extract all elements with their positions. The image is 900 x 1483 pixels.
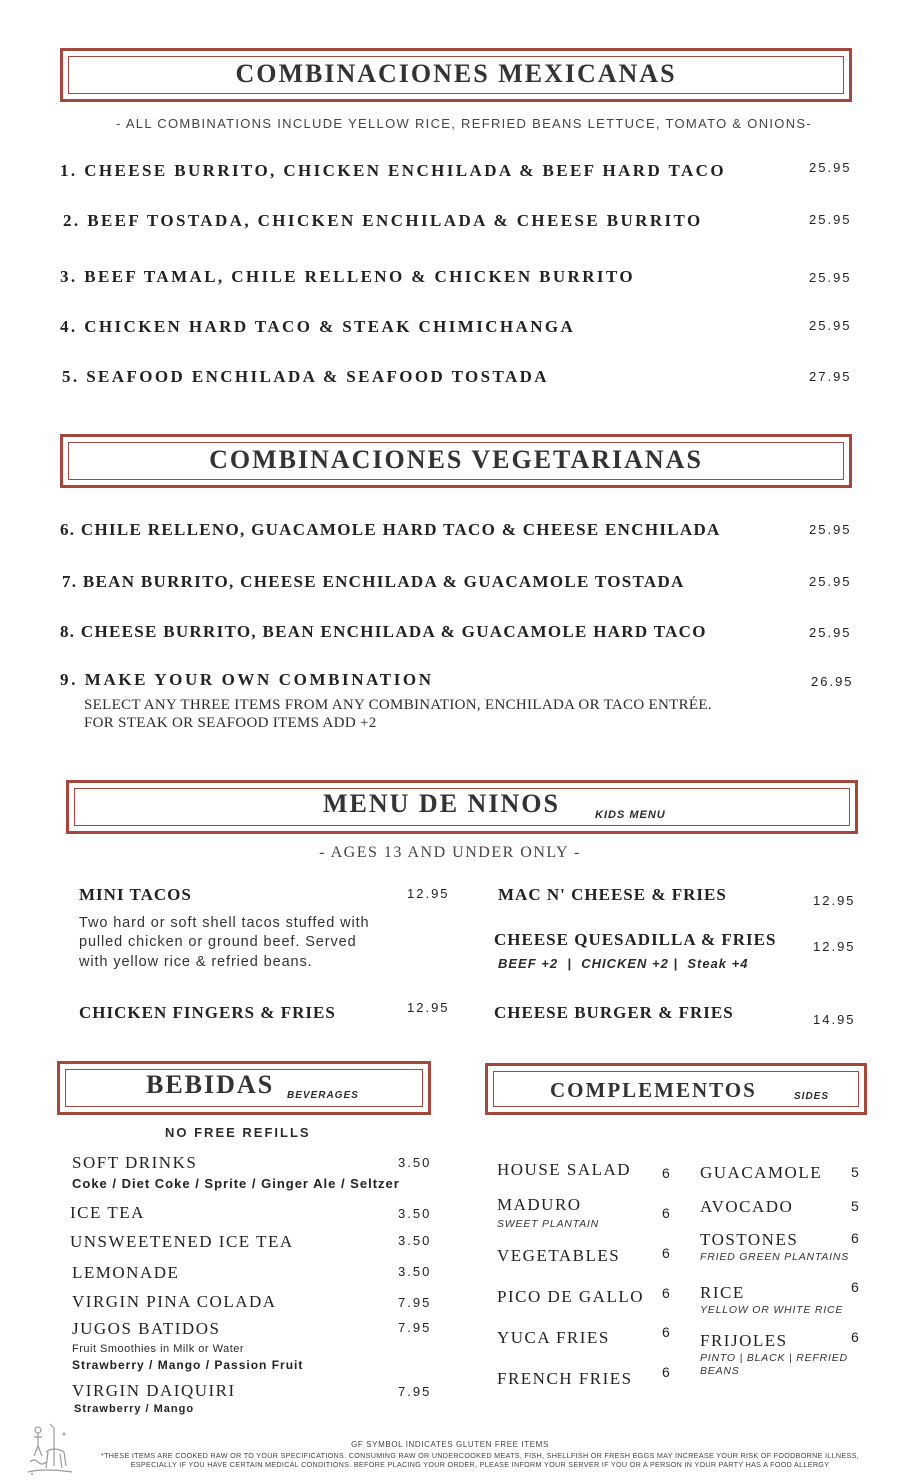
menu-price-4: 25.95 — [809, 318, 852, 333]
menu-item-9: 9. MAKE YOUR OWN COMBINATION — [60, 670, 434, 689]
kids-mini-tacos-desc-3: with yellow rice & refried beans. — [79, 954, 313, 970]
side-house-salad-price: 6 — [662, 1165, 670, 1181]
drink-ice-tea: ICE TEA — [70, 1203, 145, 1222]
drink-soft-drinks: SOFT DRINKS — [72, 1153, 198, 1172]
kids-mac-cheese: MAC N' CHEESE & FRIES — [498, 885, 727, 904]
drink-jugos-batidos-desc: Fruit Smoothies in Milk or Water — [72, 1343, 245, 1355]
mexicanas-title: COMBINACIONES MEXICANAS — [235, 59, 677, 88]
vegetarianas-banner — [60, 434, 852, 488]
side-guacamole-price: 5 — [851, 1164, 859, 1180]
side-vegetables: VEGETABLES — [497, 1246, 621, 1265]
side-french-fries-price: 6 — [662, 1364, 670, 1380]
side-frijoles: FRIJOLES — [700, 1331, 788, 1350]
kids-quesadilla-price: 12.95 — [813, 939, 856, 954]
drink-pina-colada-price: 7.95 — [398, 1295, 432, 1310]
drink-jugos-batidos: JUGOS BATIDOS — [72, 1319, 221, 1338]
side-tostones: TOSTONES — [700, 1230, 799, 1249]
make-own-desc-2: FOR STEAK OR SEAFOOD ITEMS ADD +2 — [84, 715, 377, 731]
drink-soft-drinks-options: Coke / Diet Coke / Sprite / Ginger Ale / Seltzer — [72, 1176, 400, 1191]
side-frijoles-note: PINTO | BLACK | REFRIED — [700, 1352, 848, 1364]
bebidas-banner — [57, 1061, 431, 1115]
mexicanas-banner — [60, 48, 852, 102]
drink-virgin-daiquiri: VIRGIN DAIQUIRI — [72, 1381, 236, 1400]
side-guacamole: GUACAMOLE — [700, 1163, 823, 1182]
side-french-fries: FRENCH FRIES — [497, 1369, 633, 1388]
side-maduro-price: 6 — [662, 1205, 670, 1221]
menu-price-8: 25.95 — [809, 625, 852, 640]
kids-mini-tacos-desc-2: pulled chicken or ground beef. Served — [79, 934, 357, 950]
menu-item-8: 8. CHEESE BURRITO, BEAN ENCHILADA & GUACAMOLE HARD TACO — [60, 622, 707, 641]
side-frijoles-note-2: BEANS — [700, 1365, 740, 1377]
food-warning-1: *THESE ITEMS ARE COOKED RAW OR TO YOUR SPECIFICATIONS. CONSUMING RAW OR UNDERCOOKED MEATS, FISH, SHELLFISH OR FRESH EGGS MAY INCREASE YOUR RISK OF FOODBORNE ILLNESS, — [101, 1451, 859, 1460]
ninos-subtitle: KIDS MENU — [595, 809, 666, 821]
side-avocado: AVOCADO — [700, 1197, 794, 1216]
gf-note: GF SYMBOL INDICATES GLUTEN FREE ITEMS — [351, 1440, 549, 1449]
kids-mini-tacos: MINI TACOS — [79, 885, 192, 904]
kids-quesadilla-addons: BEEF +2 | CHICKEN +2 | Steak +4 — [498, 956, 749, 971]
ninos-banner — [66, 780, 858, 834]
side-vegetables-price: 6 — [662, 1245, 670, 1261]
side-rice: RICE — [700, 1283, 745, 1302]
side-tostones-note: FRIED GREEN PLANTAINS — [700, 1251, 850, 1263]
menu-price-2: 25.95 — [809, 212, 852, 227]
menu-price-5: 27.95 — [809, 369, 852, 384]
menu-item-5: 5. SEAFOOD ENCHILADA & SEAFOOD TOSTADA — [62, 367, 549, 386]
no-free-refills: NO FREE REFILLS — [165, 1125, 311, 1140]
menu-item-2: 2. BEEF TOSTADA, CHICKEN ENCHILADA & CHEESE BURRITO — [63, 211, 703, 230]
side-rice-price: 6 — [851, 1279, 859, 1295]
kids-chicken-fingers: CHICKEN FINGERS & FRIES — [79, 1003, 336, 1022]
kids-quesadilla: CHEESE QUESADILLA & FRIES — [494, 930, 777, 949]
side-tostones-price: 6 — [851, 1230, 859, 1246]
side-avocado-price: 5 — [851, 1198, 859, 1214]
kids-mini-tacos-price: 12.95 — [407, 886, 450, 901]
drink-virgin-daiquiri-options: Strawberry / Mango — [74, 1403, 195, 1415]
menu-item-6: 6. CHILE RELLENO, GUACAMOLE HARD TACO & CHEESE ENCHILADA — [60, 520, 721, 539]
vegetarianas-title: COMBINACIONES VEGETARIANAS — [209, 445, 703, 474]
drink-pina-colada: VIRGIN PINA COLADA — [72, 1292, 277, 1311]
drink-lemonade-price: 3.50 — [398, 1264, 432, 1279]
side-frijoles-price: 6 — [851, 1329, 859, 1345]
side-pico-de-gallo: PICO DE GALLO — [497, 1287, 644, 1306]
menu-item-4: 4. CHICKEN HARD TACO & STEAK CHIMICHANGA — [60, 317, 576, 336]
mexicanas-note: - ALL COMBINATIONS INCLUDE YELLOW RICE, REFRIED BEANS LETTUCE, TOMATO & ONIONS- — [116, 116, 812, 131]
kids-burger-price: 14.95 — [813, 1012, 856, 1027]
drink-lemonade: LEMONADE — [72, 1263, 180, 1282]
drink-unsweetened-tea-price: 3.50 — [398, 1233, 432, 1248]
complementos-subtitle: SIDES — [794, 1091, 830, 1102]
side-pico-de-gallo-price: 6 — [662, 1285, 670, 1301]
side-maduro: MADURO — [497, 1195, 582, 1214]
complementos-title: COMPLEMENTOS — [550, 1078, 757, 1102]
bebidas-title: BEBIDAS — [146, 1070, 275, 1099]
food-warning-2: ESPECIALLY IF YOU HAVE CERTAIN MEDICAL CONDITIONS. BEFORE PLACING YOUR ORDER, PLEASE INFORM YOUR SERVER IF YOU OR A PERSON IN YOUR PARTY HAS A FOOD ALLERGY — [130, 1460, 830, 1469]
kids-mini-tacos-desc-1: Two hard or soft shell tacos stuffed with — [79, 915, 370, 931]
drink-soft-drinks-price: 3.50 — [398, 1155, 432, 1170]
menu-price-1: 25.95 — [809, 160, 852, 175]
menu-price-3: 25.95 — [809, 270, 852, 285]
menu-item-3: 3. BEEF TAMAL, CHILE RELLENO & CHICKEN BURRITO — [60, 267, 635, 286]
make-own-desc-1: SELECT ANY THREE ITEMS FROM ANY COMBINATION, ENCHILADA OR TACO ENTRÉE. — [84, 697, 712, 713]
don-quixote-logo-icon — [24, 1422, 76, 1478]
kids-chicken-fingers-price: 12.95 — [407, 1000, 450, 1015]
complementos-banner — [485, 1063, 867, 1115]
ninos-note: - AGES 13 AND UNDER ONLY - — [319, 844, 581, 861]
side-maduro-note: SWEET PLANTAIN — [497, 1218, 600, 1230]
side-yuca-fries: YUCA FRIES — [497, 1328, 610, 1347]
menu-item-1: 1. CHEESE BURRITO, CHICKEN ENCHILADA & BEEF HARD TACO — [60, 161, 726, 180]
drink-virgin-daiquiri-price: 7.95 — [398, 1384, 432, 1399]
side-rice-note: YELLOW OR WHITE RICE — [700, 1304, 844, 1316]
side-yuca-fries-price: 6 — [662, 1324, 670, 1340]
drink-unsweetened-tea: UNSWEETENED ICE TEA — [70, 1232, 294, 1251]
kids-mac-cheese-price: 12.95 — [813, 893, 856, 908]
menu-price-7: 25.95 — [809, 574, 852, 589]
drink-jugos-batidos-price: 7.95 — [398, 1320, 432, 1335]
menu-price-6: 25.95 — [809, 522, 852, 537]
menu-price-9: 26.95 — [811, 674, 854, 689]
drink-jugos-batidos-options: Strawberry / Mango / Passion Fruit — [72, 1358, 304, 1372]
drink-ice-tea-price: 3.50 — [398, 1206, 432, 1221]
ninos-title: MENU DE NINOS — [323, 789, 560, 818]
kids-burger: CHEESE BURGER & FRIES — [494, 1003, 734, 1022]
bebidas-subtitle: BEVERAGES — [287, 1090, 359, 1101]
menu-item-7: 7. BEAN BURRITO, CHEESE ENCHILADA & GUACAMOLE TOSTADA — [62, 572, 685, 591]
side-house-salad: HOUSE SALAD — [497, 1160, 632, 1179]
